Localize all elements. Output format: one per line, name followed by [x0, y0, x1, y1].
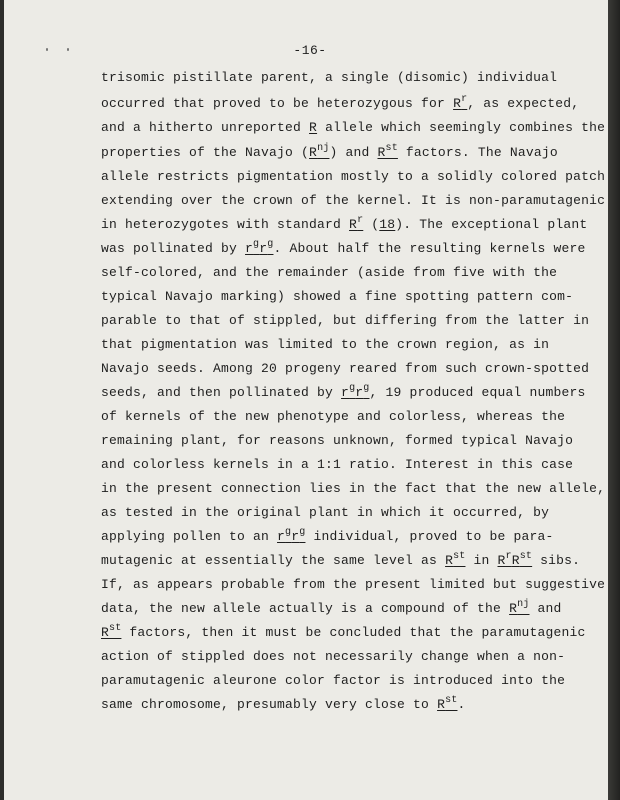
reference-number: 18 [379, 217, 396, 232]
symbol-superscript: r [505, 551, 512, 562]
symbol-superscript: nj [517, 599, 530, 610]
text-span: remaining plant, for reasons unknown, formed typical Navajo [101, 433, 574, 448]
text-span: trisomic pistillate parent, a single (disomic) individual [101, 70, 558, 85]
text-span: ( [363, 217, 380, 232]
text-span: . About half the resulting kernels were [273, 241, 586, 256]
text-span: and [529, 601, 562, 616]
allele-symbol [453, 96, 467, 111]
text-span: paramutagenic aleurone color factor is introduced into the [101, 673, 566, 688]
text-line [101, 120, 605, 136]
text-span: parable to that of stippled, but differing from the latter in [101, 313, 590, 328]
symbol-base: r [291, 529, 300, 544]
allele-symbol [445, 553, 465, 568]
text-span: self-colored, and the remainder (aside from five with the [101, 265, 558, 280]
allele-symbol [377, 145, 397, 160]
allele-symbol [349, 217, 363, 232]
text-line [101, 625, 586, 641]
text-span: If, as appears probable from the present limited but suggestive [101, 577, 606, 592]
text-line [101, 385, 586, 401]
symbol-base: R [437, 697, 446, 712]
symbol-superscript: st [385, 143, 398, 154]
text-span: same chromosome, presumably very close to [101, 697, 438, 712]
text-span: applying pollen to an [101, 529, 278, 544]
allele-symbol: R [309, 120, 318, 135]
text-line [101, 529, 554, 545]
text-line [101, 289, 573, 305]
text-span: factors. The Navajo [397, 145, 558, 160]
page-number: -16- [293, 43, 327, 58]
symbol-base: R [511, 553, 520, 568]
symbol-superscript: nj [317, 143, 330, 154]
text-span: properties of the Navajo ( [101, 145, 310, 160]
text-span: ). The exceptional plant [395, 217, 588, 232]
text-line [101, 145, 558, 161]
symbol-base: r [341, 385, 350, 400]
text-span: . [457, 697, 466, 712]
text-span: sibs. [532, 553, 581, 568]
text-span: Navajo seeds. Among 20 progeny reared from such crown-spotted [101, 361, 590, 376]
text-span: was pollinated by [101, 241, 246, 256]
symbol-base: R [509, 601, 518, 616]
text-line [101, 505, 549, 521]
text-span: factors, then it must be concluded that the paramutagenic [121, 625, 586, 640]
symbol-base: R [453, 96, 462, 111]
text-span: as tested in the original plant in which it occurred, by [101, 505, 550, 520]
allele-symbol [341, 385, 369, 400]
allele-symbol [101, 625, 121, 640]
text-span: and a hitherto unreported [101, 120, 310, 135]
symbol-superscript: st [445, 695, 458, 706]
allele-symbol [309, 145, 329, 160]
text-span: , as expected, [467, 96, 580, 111]
text-span: individual, proved to be para- [305, 529, 554, 544]
text-line [101, 649, 565, 665]
text-line [101, 433, 573, 449]
text-line [101, 217, 587, 233]
text-span: that pigmentation was limited to the crown region, as in [101, 337, 550, 352]
text-line [101, 697, 466, 713]
text-span: typical Navajo marking) showed a fine spotting pattern com- [101, 289, 574, 304]
symbol-superscript: g [299, 527, 306, 538]
text-span: in the present connection lies in the fact that the new allele, [101, 481, 606, 496]
allele-symbol [277, 529, 305, 544]
text-line [101, 361, 589, 377]
text-line [101, 577, 605, 593]
text-span: data, the new allele actually is a compound of the [101, 601, 510, 616]
symbol-base: r [277, 529, 286, 544]
symbol-base: R [101, 625, 110, 640]
allele-symbol [245, 241, 273, 256]
text-span: seeds, and then pollinated by [101, 385, 342, 400]
text-line [101, 553, 580, 569]
page-edge-shadow [608, 0, 620, 800]
text-line [101, 169, 605, 185]
text-line [101, 481, 605, 497]
text-line [101, 601, 562, 617]
text-line [101, 337, 549, 353]
text-span: allele which seemingly combines the [317, 120, 606, 135]
symbol-base: r [245, 241, 254, 256]
text-line [101, 265, 557, 281]
symbol-superscript: st [519, 551, 533, 562]
allele-symbol [509, 601, 529, 616]
text-line [101, 96, 579, 112]
text-line [101, 409, 565, 425]
symbol-base: R [309, 145, 318, 160]
allele-symbol [437, 697, 457, 712]
symbol-base: R [445, 553, 454, 568]
text-line [101, 313, 589, 329]
symbol-base: R [497, 553, 506, 568]
symbol-superscript: g [349, 383, 356, 394]
text-span: of kernels of the new phenotype and colorless, whereas the [101, 409, 566, 424]
symbol-superscript: g [363, 383, 370, 394]
text-span: extending over the crown of the kernel. It is non-paramutagenic [101, 193, 606, 208]
text-line [101, 193, 605, 209]
allele-symbol [498, 553, 533, 568]
text-span: occurred that proved to be heterozygous for [101, 96, 454, 111]
text-span: in heterozygotes with standard [101, 217, 350, 232]
symbol-base: r [355, 385, 364, 400]
text-line [101, 457, 573, 473]
text-line [101, 70, 557, 86]
text-span: in [465, 553, 498, 568]
symbol-superscript: st [109, 623, 122, 634]
symbol-base: R [349, 217, 358, 232]
symbol-superscript: g [285, 527, 292, 538]
symbol-superscript: st [453, 551, 466, 562]
symbol-base: R [377, 145, 386, 160]
text-span: , 19 produced equal numbers [369, 385, 586, 400]
symbol-base: r [259, 241, 268, 256]
symbol-superscript: g [267, 239, 274, 250]
text-span: ) and [329, 145, 378, 160]
symbol-superscript: r [357, 215, 364, 226]
text-span: mutagenic at essentially the same level as [101, 553, 446, 568]
text-span: and colorless kernels in a 1:1 ratio. Interest in this case [101, 457, 574, 472]
symbol-superscript: g [253, 239, 260, 250]
text-line [101, 241, 586, 257]
text-span: allele restricts pigmentation mostly to a solidly colored patch [101, 169, 606, 184]
text-span: action of stippled does not necessarily change when a non- [101, 649, 566, 664]
symbol-superscript: r [461, 94, 468, 105]
text-line [101, 673, 565, 689]
